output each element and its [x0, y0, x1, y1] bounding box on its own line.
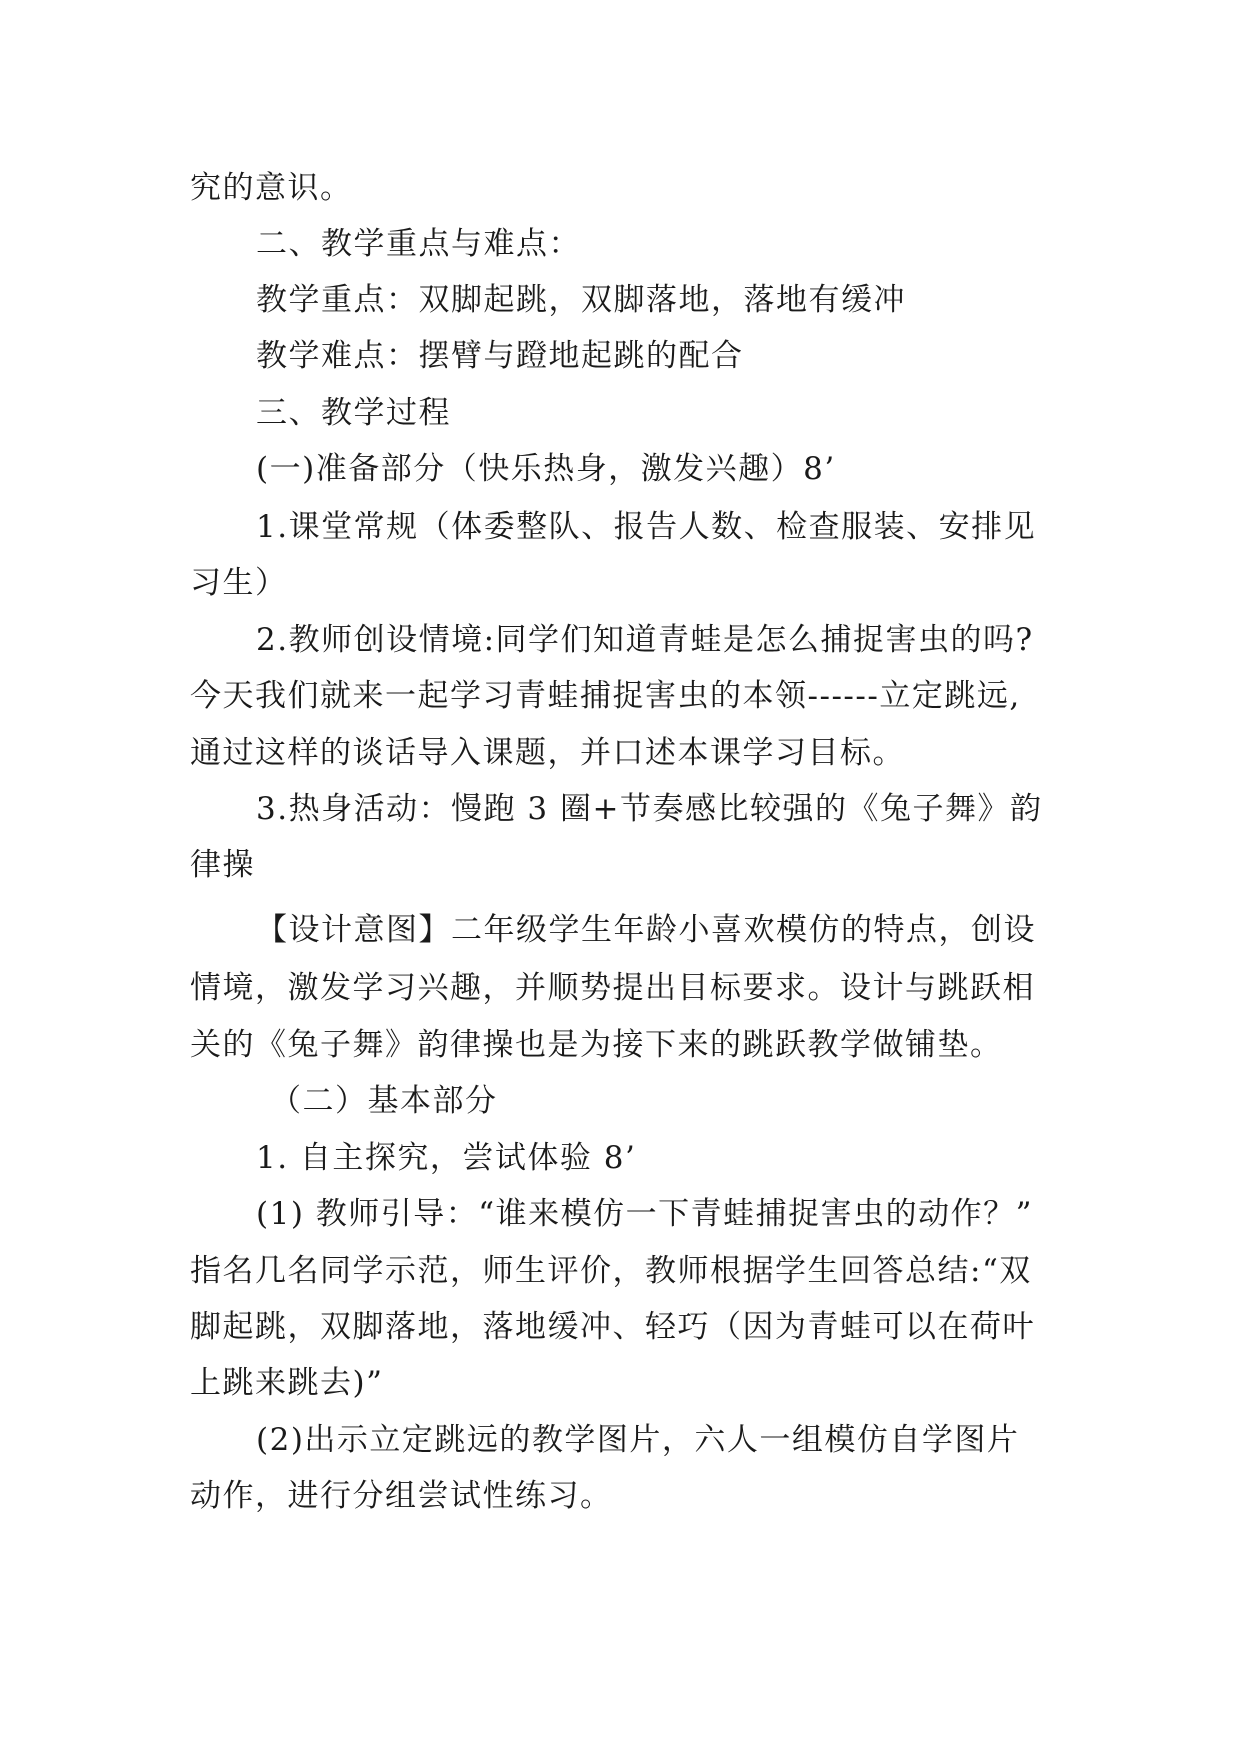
text-line: 1.课堂常规（体委整队、报告人数、检查服装、安排见 [256, 509, 1037, 545]
text-line: 今天我们就来一起学习青蛙捕捉害虫的本领------立定跳远, [190, 678, 1021, 714]
text-line: 【设计意图】二年级学生年龄小喜欢模仿的特点，创设 [256, 912, 1036, 948]
text-line: 律操 [190, 847, 255, 883]
text-line: 2.教师创设情境:同学们知道青蛙是怎么捕捉害虫的吗? [256, 622, 1034, 658]
text-line: 习生） [190, 565, 288, 601]
text-line: 教学难点：摆臂与蹬地起跳的配合 [256, 338, 744, 374]
text-line: 究的意识。 [190, 170, 353, 206]
subsection-heading: (一)准备部分（快乐热身，激发兴趣）8’ [256, 451, 836, 487]
text-line: 脚起跳，双脚落地，落地缓冲、轻巧（因为青蛙可以在荷叶 [190, 1309, 1035, 1345]
section-heading: 三、教学过程 [256, 395, 451, 431]
text-line: 动作，进行分组尝试性练习。 [190, 1478, 613, 1514]
text-line: 关的《兔子舞》韵律操也是为接下来的跳跃教学做铺垫。 [190, 1027, 1003, 1063]
section-heading: 二、教学重点与难点： [256, 226, 581, 262]
text-line: (2)出示立定跳远的教学图片，六人一组模仿自学图片 [256, 1422, 1020, 1458]
text-line: 教学重点：双脚起跳，双脚落地，落地有缓冲 [256, 282, 906, 318]
text-line: 3.热身活动：慢跑 3 圈+节奏感比较强的《兔子舞》韵 [256, 791, 1043, 827]
text-line: (1) 教师引导：“谁来模仿一下青蛙捕捉害虫的动作？” [256, 1196, 1033, 1232]
subsection-heading: （二）基本部分 [270, 1083, 498, 1119]
text-line: 上跳来跳去)” [190, 1365, 384, 1401]
text-line: 通过这样的谈话导入课题，并口述本课学习目标。 [190, 735, 905, 771]
text-line: 情境，激发学习兴趣，并顺势提出目标要求。设计与跳跃相 [190, 970, 1035, 1006]
text-line: 指名几名同学示范，师生评价，教师根据学生回答总结:“双 [190, 1253, 1032, 1289]
text-line: 1. 自主探究，尝试体验 8’ [256, 1140, 637, 1176]
